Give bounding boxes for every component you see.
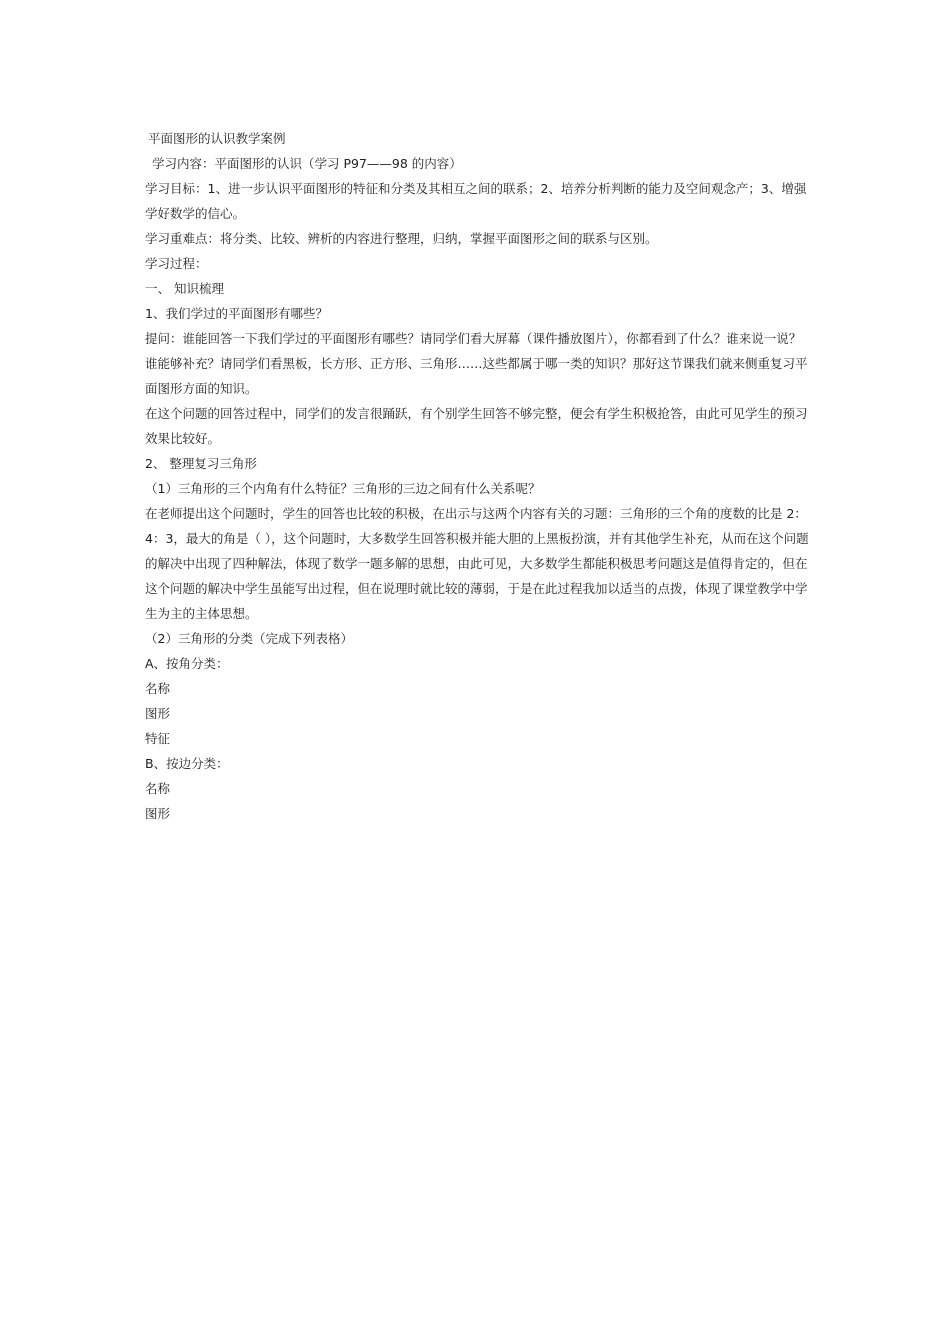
angle-row-name: 名称 — [145, 681, 171, 696]
key-points: 学习重难点：将分类、比较、辨析的内容进行整理，归纳，掌握平面图形之间的联系与区别。 — [145, 231, 658, 246]
learning-goal: 学习目标：1、进一步认识平面图形的特征和分类及其相互之间的联系；2、培养分析判断的能力及空间观念产；3、增强学好数学的信心。 — [145, 181, 807, 221]
document-title: 平面图形的认识教学案例 — [148, 131, 286, 146]
subquestion-1-text: 在老师提出这个问题时，学生的回答也比较的积极，在出示与这两个内容有关的习题：三角形的三个角的度数的比是 2：4：3，最大的角是（ ），这个问题时，大多数学生回答积极并能大胆的上黑板扮演，并有其他学生补充，从而在这个问题的解决中出现了四种解法，体现了数学一题多解的思想，由此可见，大多数学生都能积极思考问题这是值得肯定的，但在这个问题的解决中学生虽能写出过程，但在说理时就比较的薄弱，于是在此过程我加以适当的点拨，体现了课堂教学中学生为主的主体思想。 — [145, 506, 809, 621]
document-body — [145, 126, 813, 826]
angle-row-figure: 图形 — [145, 706, 171, 721]
process-label: 学习过程： — [145, 256, 208, 271]
by-angle-label: A、按角分类： — [145, 656, 229, 671]
question-1-ask: 提问：谁能回答一下我们学过的平面图形有哪些？请同学们看大屏幕（课件播放图片），你都看到了什么？谁来说一说？谁能够补充？请同学们看黑板，长方形、正方形、三角形……这些都属于哪一类的知识？那好这节课我们就来侧重复习平面图形方面的知识。 — [145, 331, 808, 396]
subquestion-2: （2）三角形的分类（完成下列表格） — [145, 631, 353, 646]
subquestion-1: （1）三角形的三个内角有什么特征？三角形的三边之间有什么关系呢？ — [145, 481, 541, 496]
question-1-reflection: 在这个问题的回答过程中，同学们的发言很踊跃，有个别学生回答不够完整，便会有学生积极抢答，由此可见学生的预习效果比较好。 — [145, 406, 808, 446]
learning-content: 学习内容：平面图形的认识（学习 P97——98 的内容） — [152, 156, 462, 171]
section-heading-1: 一、 知识梳理 — [145, 281, 224, 296]
section-heading-2: 2、 整理复习三角形 — [145, 456, 257, 471]
by-side-label: B、按边分类： — [145, 756, 229, 771]
angle-row-feature: 特征 — [145, 731, 171, 746]
side-row-name: 名称 — [145, 781, 171, 796]
question-1: 1、我们学过的平面图形有哪些？ — [145, 306, 328, 321]
side-row-figure: 图形 — [145, 806, 171, 821]
